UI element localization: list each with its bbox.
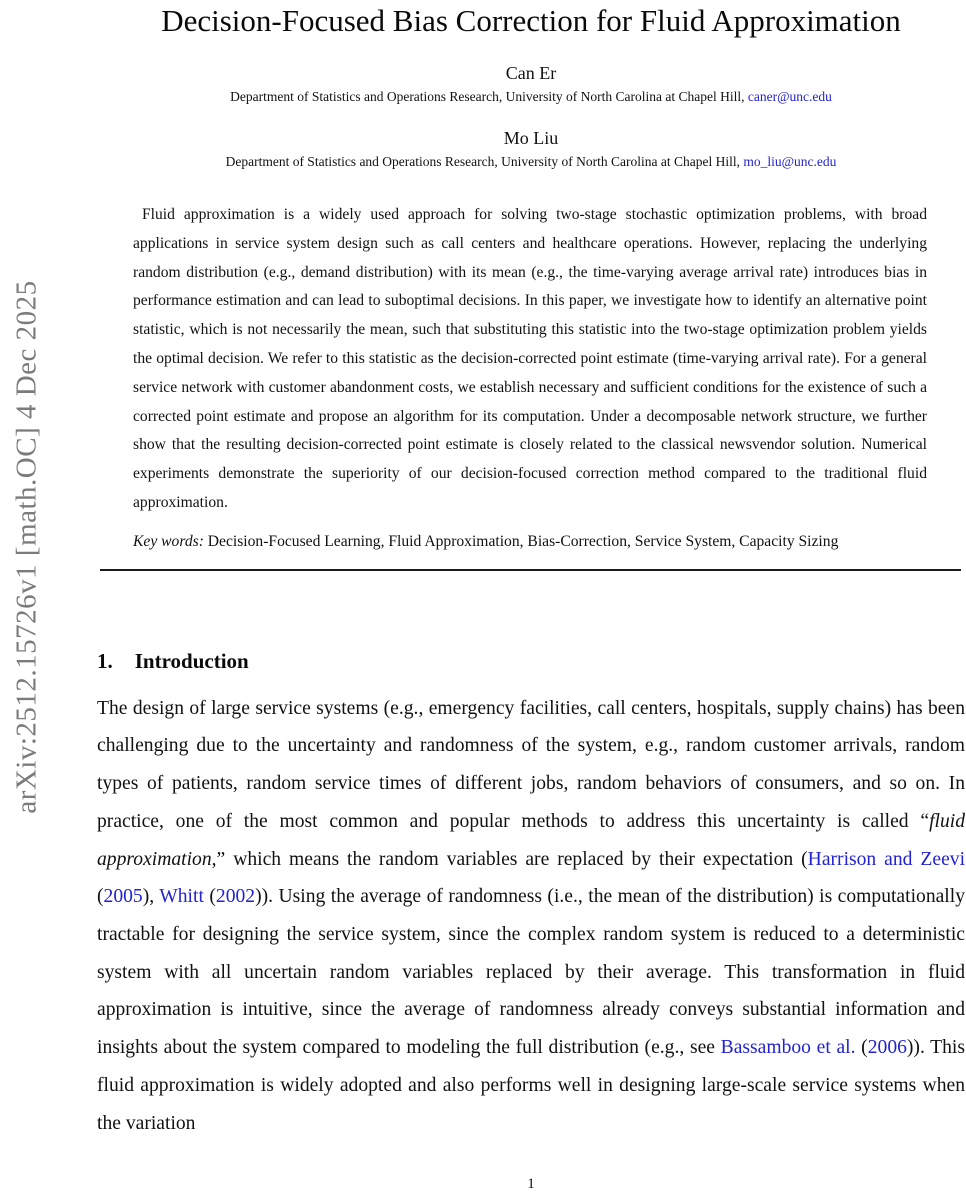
citation-link[interactable]: 2002 xyxy=(215,886,256,908)
emphasis-text: fluid approximation xyxy=(97,810,965,870)
keywords-line xyxy=(133,531,927,553)
citation-link[interactable]: Harrison and Zeevi xyxy=(807,848,966,870)
text-segment: ( xyxy=(97,886,104,908)
text-segment: The design of large service systems (e.g., emergency facilities, call centers, hospitals, supply chains) has been challenging due to the uncertainty and randomness of the system, e.g., random customer arrivals, random types of patients, random service times of different jobs, random behaviors of consumers, and so on. In practice, one of the most common and popular methods to address this uncertainty is called “ xyxy=(97,697,965,832)
text-segment: )). This fluid approximation is widely adopted and also performs well in designing large-scale service systems when the variation xyxy=(97,1037,966,1134)
keywords-label: Key words: xyxy=(133,532,204,550)
paper-title: Decision-Focused Bias Correction for Fluid Approximation xyxy=(161,3,901,38)
citation-link[interactable]: 2005 xyxy=(103,886,143,908)
citation-link[interactable]: Whitt xyxy=(159,886,204,908)
section-heading xyxy=(97,649,965,674)
text-segment: ), xyxy=(142,886,160,908)
abstract-text: Fluid approximation is a widely used approach for solving two-stage stochastic optimization problems, with broad applications in service system design such as call centers and healthcare operations. However, replacing the underlying random distribution (e.g., demand distribution) with its mean (e.g., the time-varying average arrival rate) introduces bias in performance estimation and can lead to suboptimal decisions. In this paper, we investigate how to identify an alternative point statistic, which is not necessarily the mean, such that substituting this statistic into the two-stage optimization problem yields the optimal decision. We refer to this statistic as the decision-corrected point estimate (time-varying arrival rate). For a general service network with customer abandonment costs, we establish necessary and sufficient conditions for the existence of such a corrected point estimate and propose an algorithm for its computation. Under a decomposable network structure, we further show that the resulting decision-corrected point estimate is closely related to the classical newsvendor solution. Numerical experiments demonstrate the superiority of our decision-focused correction method compared to the traditional fluid approximation. xyxy=(133,206,927,511)
text-segment: ( xyxy=(855,1037,868,1059)
author-block xyxy=(97,62,965,170)
affiliation-text: Department of Statistics and Operations Research, University of North Carolina at Chapel Hill, xyxy=(230,89,748,104)
text-segment: )). Using the average of randomness (i.e., the mean of the distribution) is computationally tractable for designing the service system, since the complex random system is reduced to a deterministic system with all uncertain random variables replaced by their average. This transformation in fluid approximation is intuitive, since the average of randomness already conveys substantial information and insights about the system compared to modeling the full distribution (e.g., see xyxy=(97,886,965,1059)
text-segment: ,” which means the random variables are replaced by their expectation ( xyxy=(211,848,808,870)
intro-paragraph xyxy=(97,690,965,1142)
author-affiliation xyxy=(97,154,965,170)
arxiv-watermark: arXiv:2512.15726v1 [math.OC] 4 Dec 2025 xyxy=(10,280,43,814)
author-name: Can Er xyxy=(505,63,557,83)
section-title: Introduction xyxy=(134,648,249,673)
citation-link[interactable]: Bassamboo et al. xyxy=(720,1037,856,1059)
author-name: Mo Liu xyxy=(503,128,559,148)
email-link[interactable]: mo_liu@unc.edu xyxy=(743,154,837,169)
section-divider xyxy=(100,569,961,571)
text-segment: ( xyxy=(203,886,216,908)
section-number: 1. xyxy=(97,648,113,673)
author-affiliation xyxy=(97,89,965,105)
affiliation-text: Department of Statistics and Operations Research, University of North Carolina at Chapel Hill, xyxy=(225,154,744,169)
citation-link[interactable]: 2006 xyxy=(867,1037,907,1059)
paper-content xyxy=(97,0,965,1142)
email-link[interactable]: caner@unc.edu xyxy=(747,89,832,104)
keywords-text: Decision-Focused Learning, Fluid Approximation, Bias-Correction, Service System, Capacity Sizing xyxy=(203,532,839,550)
page-number: 1 xyxy=(527,1176,535,1192)
